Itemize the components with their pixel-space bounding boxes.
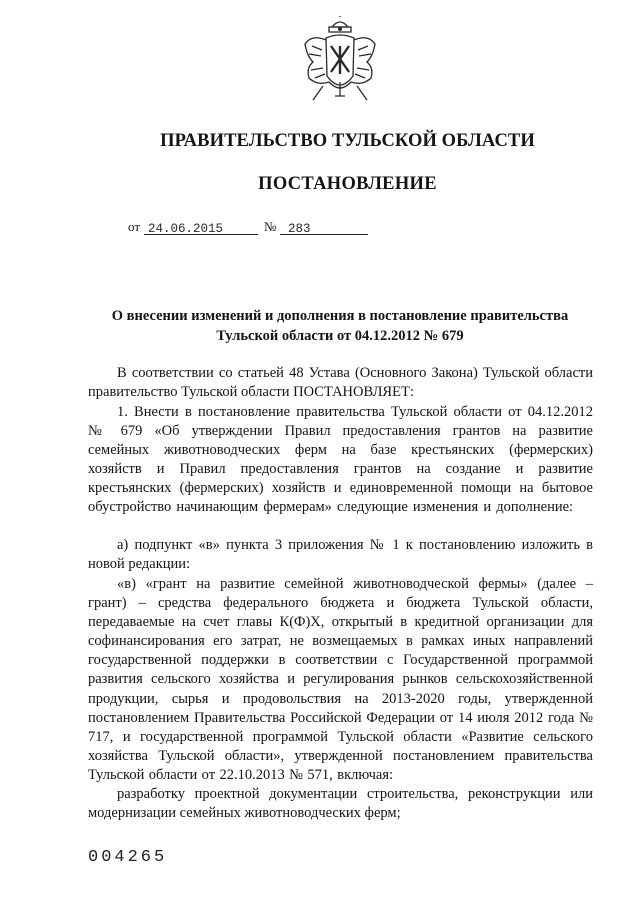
number-label: № — [264, 219, 277, 234]
document-type: ПОСТАНОВЛЕНИЕ — [258, 174, 437, 194]
body-paragraph: разработку проектной документации строительства, реконструкции или модернизации семейных животноводческих ферм; — [88, 786, 593, 822]
government-title: ПРАВИТЕЛЬСТВО ТУЛЬСКОЙ ОБЛАСТИ — [160, 131, 535, 151]
date-label: от — [128, 219, 141, 234]
body-paragraph: 1. Внести в постановление правительства Тульской области от 04.12.2012 № 679 «Об утверждении Правил предоставления грантов на развитие семейных животноводческих ферм на базе крестьянских (фермерских) хозяйств и Правил предоставления грантов на создание и развитие крестьянских (фермерских) хозяйств и единовременной помощи на бытовое обустройство начинающим фермерам» следующие изменения и дополнение: — [88, 404, 593, 516]
body-paragraph: а) подпункт «в» пункта 3 приложения № 1 к постановлению изложить в новой редакции: — [88, 537, 593, 573]
document-number: 283 — [288, 222, 311, 236]
document-subject: О внесении изменений и дополнения в постановление правительства Тульской области от 04.12.2012 № 679 — [111, 308, 569, 344]
body-paragraph: В соответствии со статьей 48 Устава (Основного Закона) Тульской области правительство Тульской области ПОСТАНОВЛЯЕТ: — [88, 365, 593, 401]
document-date: 24.06.2015 — [148, 222, 224, 236]
coat-of-arms-emblem-icon — [299, 16, 381, 106]
body-paragraph: «в) «грант на развитие семейной животноводческой фермы» (далее – грант) – средства федерального бюджета и бюджета Тульской области, передаваемые на счет главы К(Ф)Х, открытый в кредитной организации для софинансирования его затрат, не возмещаемых в рамках иных направлений государственной поддержки в соответствии с Государственной программой развития сельского хозяйства и регулирования рынков сельскохозяйственной продукции, сырья и продовольствия на 2013-2020 годы, утвержденной постановлением Правительства Российской Федерации от 14 июля 2012 года № 717, и государственной программой Тульской области «Развитие сельского хозяйства Тульской области», утвержденной постановлением правительства Тульской области от 22.10.2013 № 571, включая: — [88, 576, 593, 783]
registration-number: 004265 — [88, 848, 168, 867]
document-date-number-line — [128, 217, 388, 237]
